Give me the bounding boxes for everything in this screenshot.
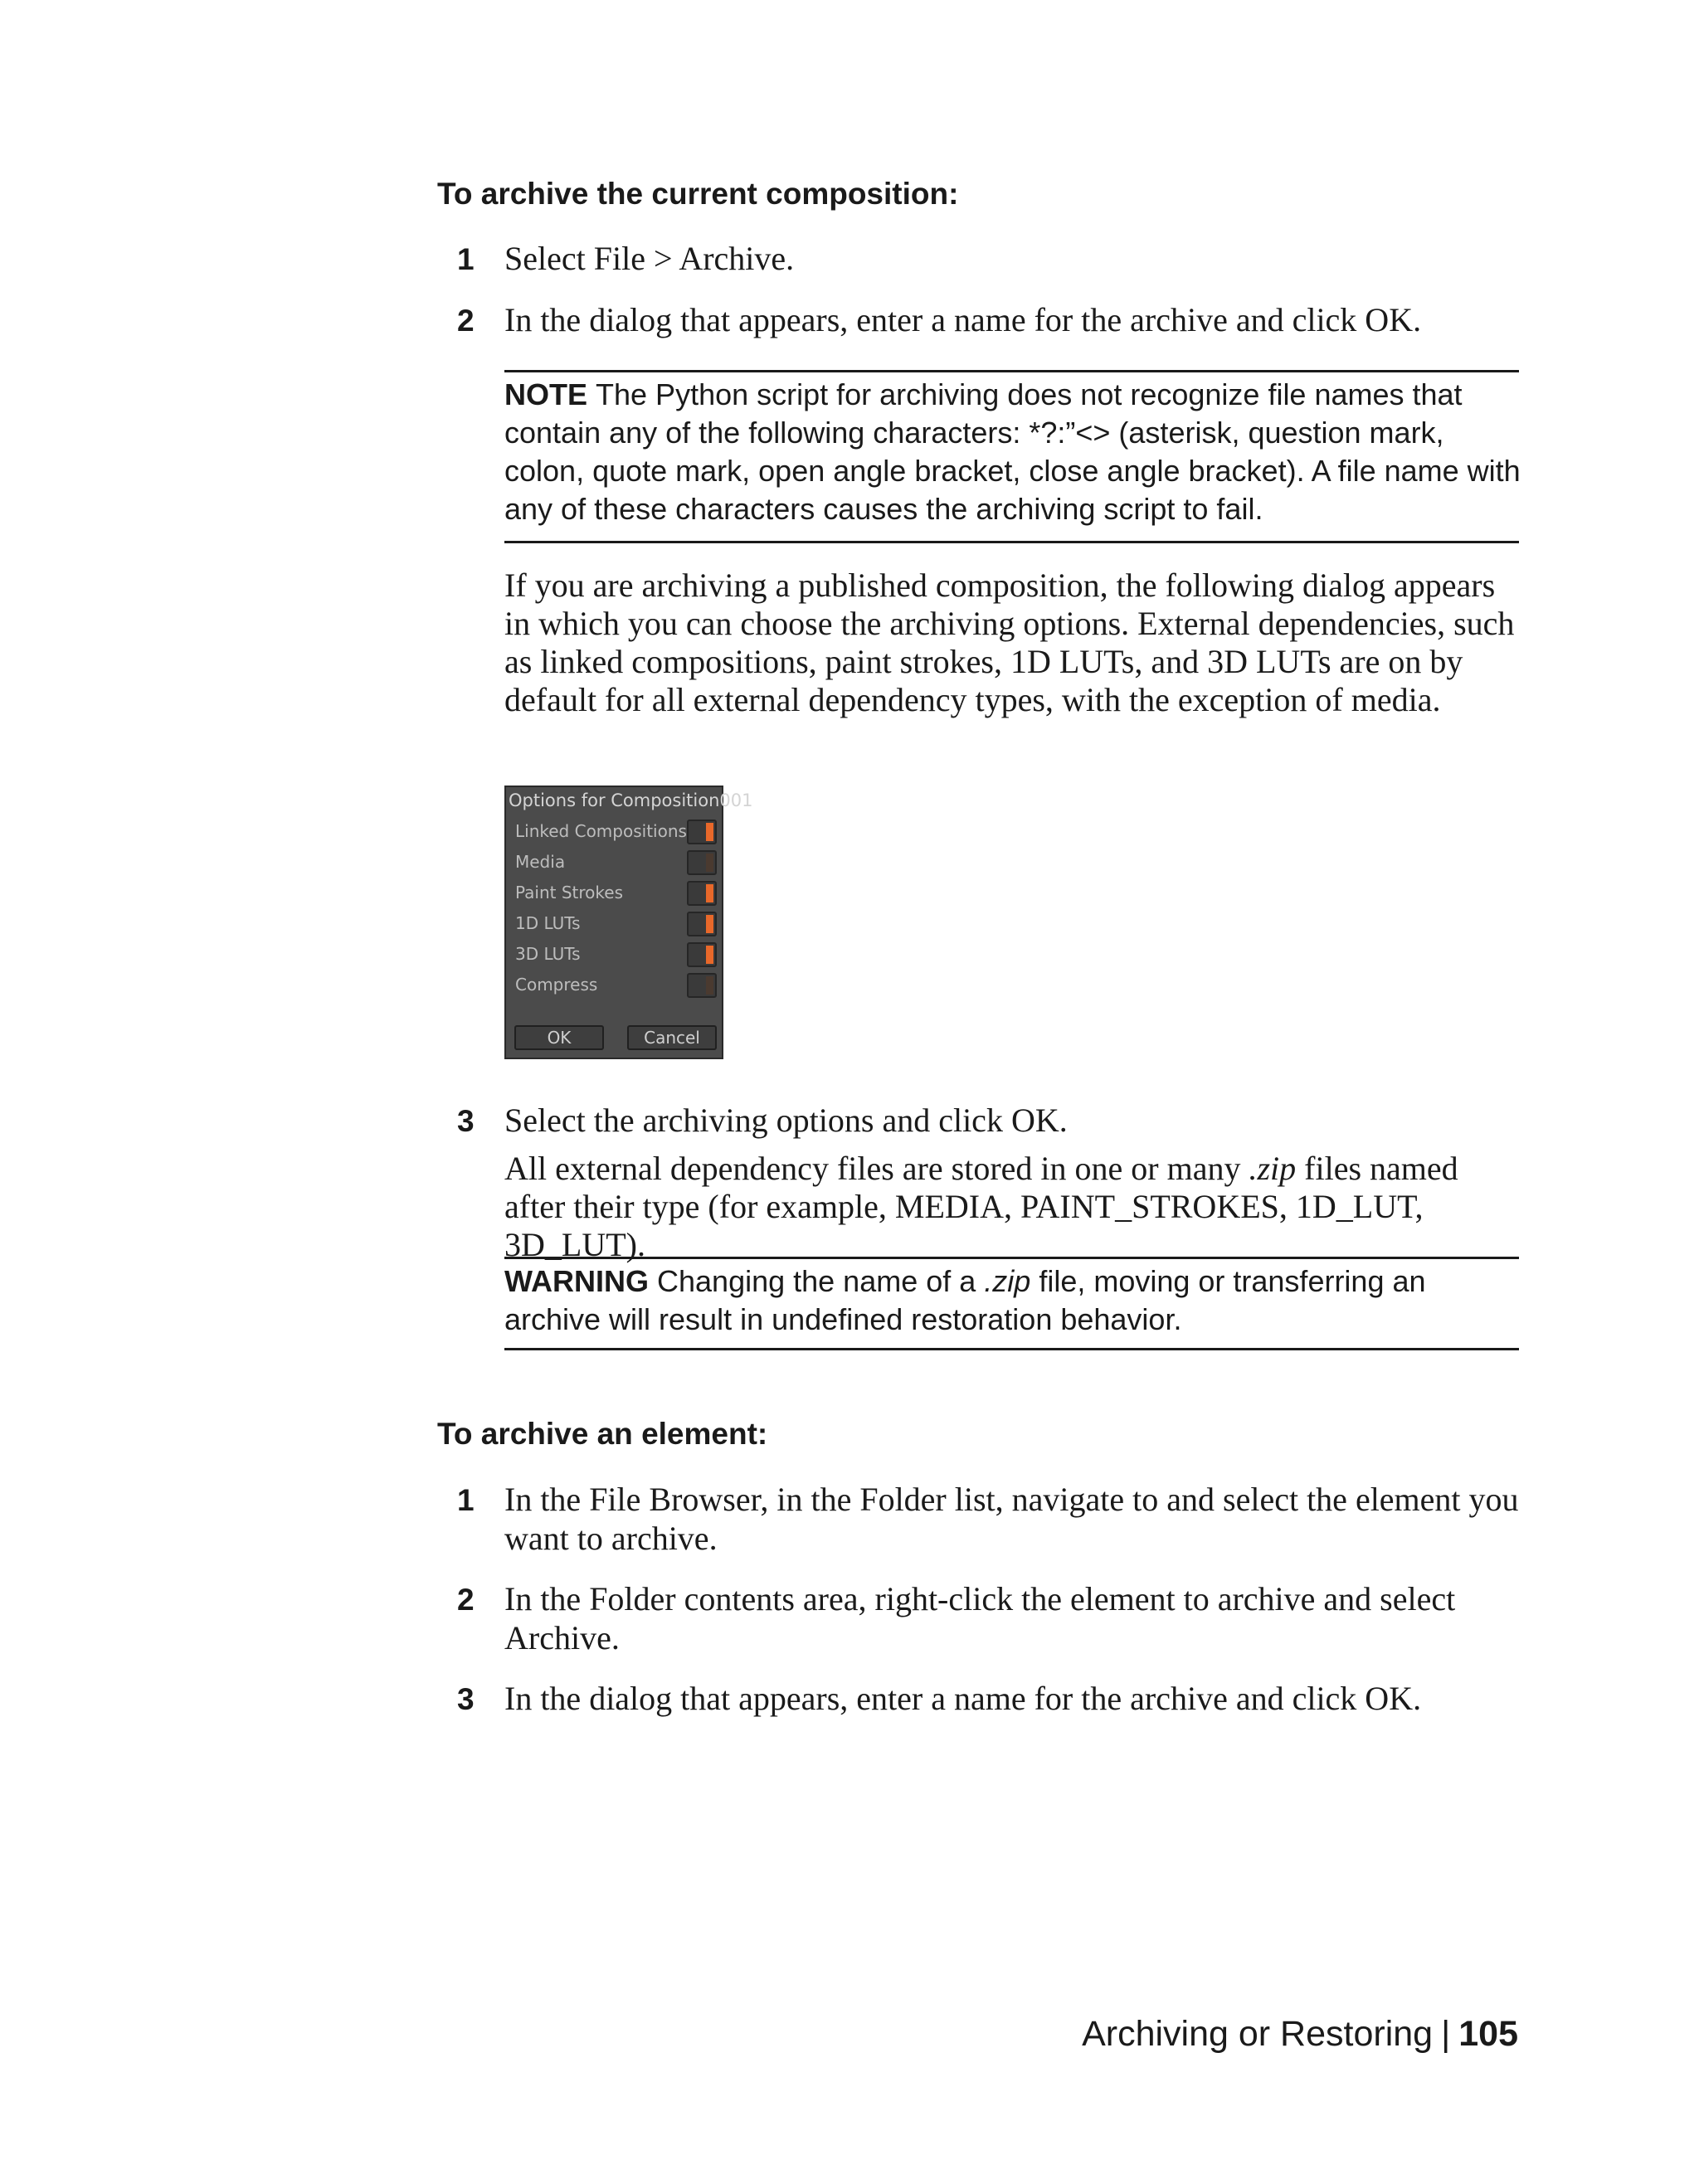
warning-top-rule (504, 1257, 1519, 1259)
warning-text: file, moving or transferring an archive will result in undefined restoration behavior. (504, 1264, 1426, 1336)
archive-options-dialog-image (504, 786, 753, 1059)
option-label: 1D LUTs (515, 913, 581, 933)
step-text: In the dialog that appears, enter a name for the archive and click OK. (504, 1680, 1422, 1717)
detail-text: files named after their type (for example, MEDIA, PAINT_STROKES, 1D_LUT, 3D_LUT). (504, 1150, 1458, 1263)
toggle-on-icon (687, 881, 717, 906)
toggle-off-icon (687, 850, 717, 875)
option-label: Compress (515, 975, 598, 995)
detail-text: All external dependency files are stored in one or many (504, 1150, 1249, 1187)
note-top-rule (504, 370, 1519, 372)
option-label: Paint Strokes (515, 883, 623, 902)
toggle-on-icon (687, 820, 717, 844)
section-heading-archive-composition: To archive the current composition: (437, 177, 959, 211)
dialog-title: Options for Composition001 (509, 790, 753, 810)
step-number: 2 (457, 1583, 475, 1617)
step-number: 2 (457, 304, 475, 338)
footer-section-title: Archiving or Restoring (1082, 2014, 1434, 2054)
warning-label: WARNING (504, 1264, 649, 1298)
note-block (504, 376, 1521, 528)
option-compress (506, 971, 722, 1000)
step-number: 1 (457, 1483, 475, 1517)
section-heading-archive-element: To archive an element: (437, 1417, 768, 1451)
detail-italic: .zip (1249, 1150, 1297, 1187)
step-number: 3 (457, 1104, 475, 1138)
page-number: 105 (1458, 2014, 1518, 2054)
toggle-on-icon (687, 912, 717, 936)
step-text: In the dialog that appears, enter a name for the archive and click OK. (504, 301, 1422, 338)
step-text: Select the archiving options and click OK. (504, 1102, 1068, 1139)
warning-bottom-rule (504, 1348, 1519, 1350)
option-label: 3D LUTs (515, 944, 581, 964)
note-bottom-rule (504, 541, 1519, 543)
note-label: NOTE (504, 377, 588, 411)
option-label: Linked Compositions (515, 821, 687, 841)
step-text: In the File Browser, in the Folder list, navigate to and select the element you want to archive. (504, 1481, 1519, 1557)
page-footer (1082, 2014, 1518, 2055)
note-text: The Python script for archiving does not recognize file names that contain any of the following characters: *?:”<> (asterisk, question mark, colon, quote mark, open angle bracket, close angle bracket). A file name with any of these characters causes the archiving script to fail. (504, 377, 1521, 526)
warning-block (504, 1262, 1521, 1339)
dialog-cancel-button: Cancel (627, 1025, 717, 1050)
body-paragraph: If you are archiving a published composition, the following dialog appears in which you can choose the archiving options. External dependencies, such as linked compositions, paint strokes, 1D LUTs, and 3D LUTs are on by default for all external dependency types, with the exception of media. (504, 567, 1515, 718)
step-number: 3 (457, 1682, 475, 1716)
option-linked-compositions (506, 818, 722, 846)
step-number: 1 (457, 242, 475, 276)
option-3d-luts (506, 941, 722, 969)
option-1d-luts (506, 910, 722, 938)
toggle-off-icon (687, 973, 717, 998)
warning-italic: .zip (984, 1264, 1031, 1298)
warning-text: Changing the name of a (657, 1264, 985, 1298)
option-paint-strokes (506, 879, 722, 907)
dialog-ok-button: OK (514, 1025, 604, 1050)
step-text: In the Folder contents area, right-click the element to archive and select Archive. (504, 1580, 1456, 1656)
footer-separator: | (1441, 2014, 1451, 2054)
option-label: Media (515, 852, 566, 872)
toggle-on-icon (687, 942, 717, 967)
step-detail-paragraph (504, 1150, 1521, 1264)
step-text: Select File > Archive. (504, 240, 795, 277)
option-media (506, 849, 722, 877)
